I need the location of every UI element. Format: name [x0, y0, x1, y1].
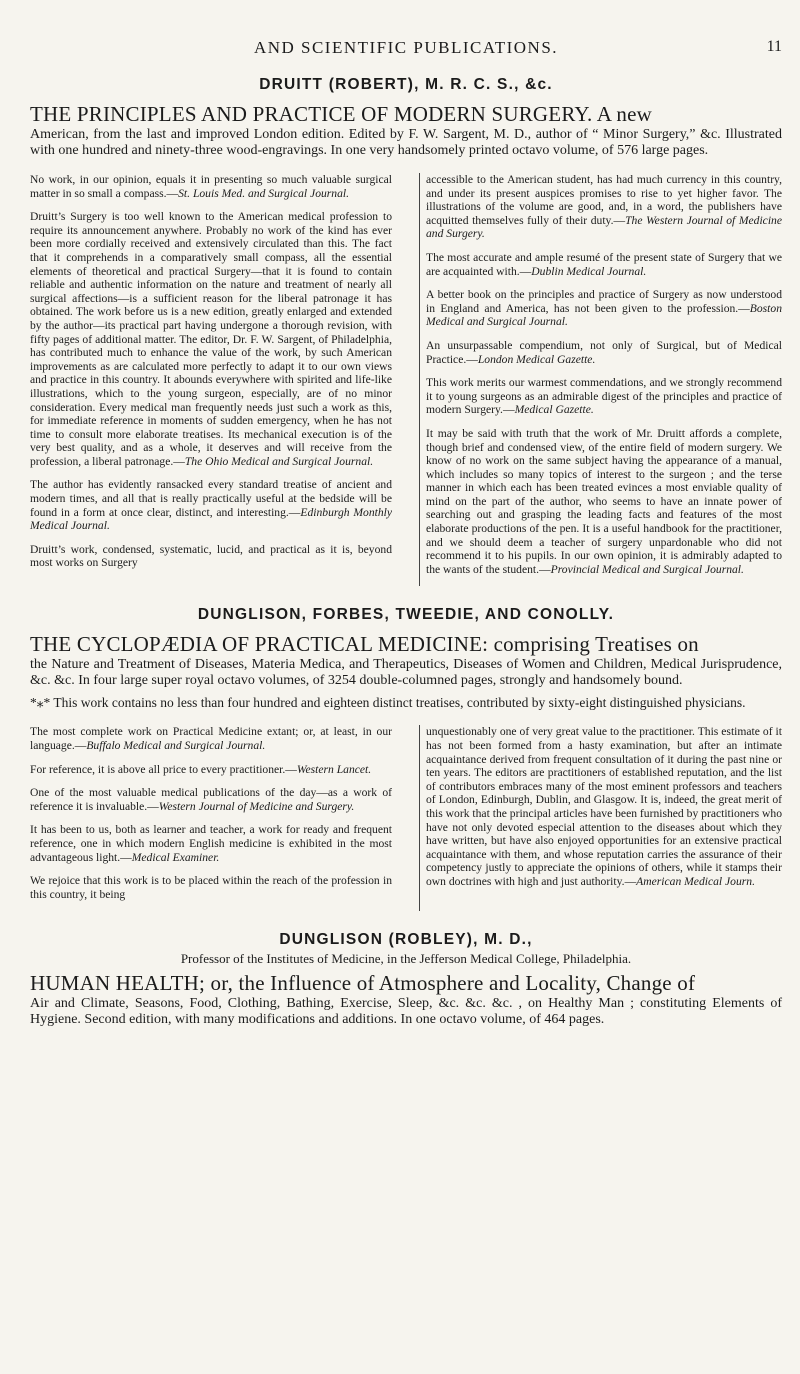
- review-quote: Druitt’s Surgery is too well known to the American medical profession to require its announcement anywhere. Probably no work of the kind has ever been more cordially received and extensively circulated than this. The fact that it comprehends in a comparatively small compass, all the essential elements of theoretical and practical Surgery—that it is found to contain reliable and authentic information on the nature and treatment of nearly all surgical affections—is a sufficient reason for the liberal patronage it has obtained. The work before us is a new edition, greatly enlarged and extended by the author—its practical part having undergone a thorough revision, with fifty pages of additional matter. The editor, Dr. F. W. Sargent, of Philadelphia, has contributed much to enhance the value of the work, by such American improvements as are calculated more perfectly to adapt it to our own views and practice in this country. It abounds everywhere with spirited and life-like illustrations, which to the young surgeon, especially, are of no minor consideration. Every medical man frequently needs just such a work as this, for immediate reference in moments of sudden emergency, when he has not time to consult more elaborate treatises. Its mechanical execution is of the very best quality, and as a whole, it deserves and will receive from the profession, a liberal patronage.—The Ohio Medical and Surgical Journal.: [30, 210, 392, 468]
- review-quote: One of the most valuable medical publications of the day—as a work of reference it is invaluable.—Western Journal of Medicine and Surgery.: [30, 786, 392, 813]
- entry-subauthor: Professor of the Institutes of Medicine, in the Jefferson Medical College, Philadelphia.: [180, 951, 632, 967]
- review-columns: [30, 173, 782, 586]
- review-quote: The author has evidently ransacked every standard treatise of ancient and modern times, and all that is really practically useful at the bedside will be found in a form at once clear, distinct, and interesting.—Edinburgh Monthly Medical Journal.: [30, 478, 392, 533]
- entry-title: THE CYCLOPÆDIA OF PRACTICAL MEDICINE: comprising Treatises on: [30, 632, 699, 657]
- review-quote: The most accurate and ample resumé of the present state of Surgery that we are acquainted with.—Dublin Medical Journal.: [426, 250, 782, 278]
- entry-description: the Nature and Treatment of Diseases, Materia Medica, and Therapeutics, Diseases of Women and Children, Medical Jurisprudence, &c. &c. In four large super royal octavo volumes, of 3254 double-columned pages, strongly and handsomely bound.: [30, 657, 782, 689]
- entry-author: DUNGLISON, FORBES, TWEEDIE, AND CONOLLY.: [197, 606, 615, 624]
- review-quote: An unsurpassable compendium, not only of Surgical, but of Medical Practice.—London Medical Gazette.: [426, 338, 782, 366]
- review-columns: [30, 725, 782, 911]
- review-quote: Druitt’s work, condensed, systematic, lucid, and practical as it is, beyond most works on Surgery: [30, 542, 392, 570]
- review-quote: A better book on the principles and practice of Surgery as now understood in England and America, has not been given to the profession.—Boston Medical and Surgical Journal.: [426, 288, 782, 329]
- entry-cyclopaedia: [30, 606, 782, 911]
- entry-druitt: [30, 76, 782, 586]
- entry-note: *⁎* This work contains no less than four hundred and eighteen distinct treatises, contributed by sixty-eight distinguished physicians.: [30, 695, 746, 711]
- review-quote: This work merits our warmest commendations, and we strongly recommend it to young surgeons as an admirable digest of the principles and practice of modern Surgery.—Medical Gazette.: [426, 376, 782, 417]
- review-quote: The most complete work on Practical Medicine extant; or, at least, in our language.—Buffalo Medical and Surgical Journal.: [30, 725, 392, 753]
- reviews-right-column: [419, 725, 782, 911]
- page-number: 11: [766, 38, 782, 55]
- review-quote: It has been to us, both as learner and teacher, a work for ready and frequent reference, one in which modern English medicine is exhibited in the most advantageous light.—Medical Examiner.: [30, 823, 392, 864]
- reviews-left-column: [30, 173, 392, 586]
- page: [30, 0, 782, 1028]
- entry-human-health: [30, 931, 782, 1028]
- review-quote: accessible to the American student, has had much currency in this country, and under its present auspices promises to rise to yet higher favor. The illustrations of the volume are good, and, in a word, the publishers have acquitted themselves fully of their duty.—The Western Journal of Medicine and Surgery.: [426, 173, 782, 241]
- entry-description: Air and Climate, Seasons, Food, Clothing, Bathing, Exercise, Sleep, &c. &c. &c. , on Healthy Man ; constituting Elements of Hygiene. Second edition, with many modifications and additions. In one octavo volume, of 464 pages.: [30, 996, 782, 1028]
- entry-description: American, from the last and improved London edition. Edited by F. W. Sargent, M. D., author of “ Minor Surgery,” &c. Illustrated with one hundred and ninety-three wood-engravings. In one very handsomely printed octavo volume, of 576 large pages.: [30, 127, 782, 158]
- entry-author: DUNGLISON (ROBLEY), M. D.,: [279, 931, 533, 949]
- review-quote: We rejoice that this work is to be placed within the reach of the profession in this country, it being: [30, 874, 392, 901]
- review-quote: For reference, it is above all price to every practitioner.—Western Lancet.: [30, 762, 372, 776]
- running-head: [30, 38, 782, 60]
- running-head-title: AND SCIENTIFIC PUBLICATIONS.: [253, 38, 559, 57]
- review-quote: unquestionably one of very great value to the practitioner. This estimate of it has not been formed from a hasty examination, but after an intimate acquaintance derived from frequent consultation of it during the past nine or ten years. The editors are practitioners of established reputation, and the list of contributors embraces many of the most eminent professors and teachers of London, Edinburgh, Dublin, and Glasgow. It is, indeed, the great merit of this work that the principal articles have been furnished by practitioners who have not only devoted especial attention to the diseases about which they have written, but have also enjoyed opportunities for an extensive practical acquaintance with them, and whose reputation carries the assurance of their competency justly to appreciate the opinions of others, while it stamps their own doctrines with high and just authority.—American Medical Journ.: [426, 725, 782, 888]
- reviews-right-column: [419, 173, 782, 586]
- review-quote: No work, in our opinion, equals it in presenting so much valuable surgical matter in so small a compass.—St. Louis Med. and Surgical Journal.: [30, 173, 392, 200]
- entry-author: DRUITT (ROBERT), M. R. C. S., &c.: [259, 76, 553, 93]
- entry-title: THE PRINCIPLES AND PRACTICE OF MODERN SURGERY. A new: [30, 102, 653, 126]
- reviews-left-column: [30, 725, 392, 911]
- review-quote: It may be said with truth that the work of Mr. Druitt affords a complete, though brief and condensed view, of the entire field of modern surgery. We know of no work on the same subject having the appearance of a manual, which includes so many topics of interest to the surgeon ; and the terse manner in which each has been treated evinces a most enviable quality of mind on the part of the author, who seems to have an innate power of searching out and grasping the leading facts and features of the most elaborate productions of the pen. It is a useful handbook for the practitioner, and we should deem a teacher of surgery unpardonable who did not recommend it to his pupils. In our own opinion, it is admirably adapted to the wants of the student.—Provincial Medical and Surgical Journal.: [426, 426, 782, 576]
- entry-title: HUMAN HEALTH; or, the Influence of Atmosphere and Locality, Change of: [30, 971, 696, 996]
